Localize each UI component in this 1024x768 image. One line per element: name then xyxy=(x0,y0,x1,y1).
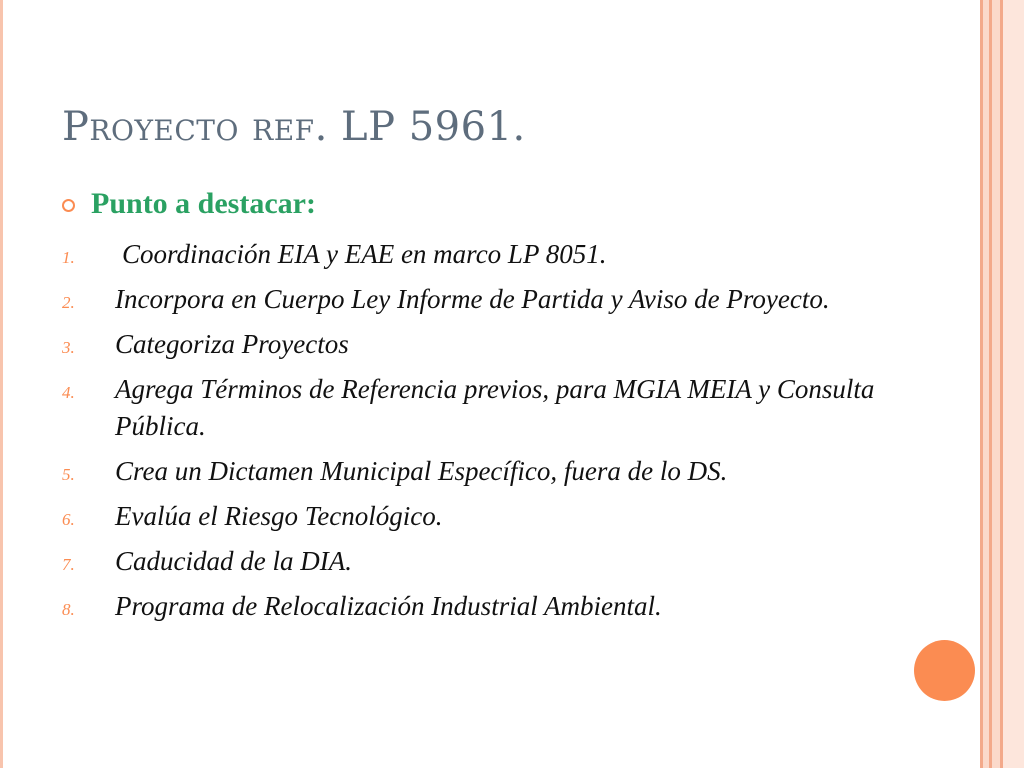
list-item xyxy=(62,281,882,318)
subheading-text: Punto a destacar: xyxy=(91,187,316,220)
list-item xyxy=(62,498,882,535)
list-item-text: Incorpora en Cuerpo Ley Informe de Partida y Aviso de Proyecto. xyxy=(115,284,830,314)
numbered-list xyxy=(62,236,882,633)
list-item-text: Caducidad de la DIA. xyxy=(115,546,352,576)
decorative-circle xyxy=(914,640,975,701)
bullet-ring-icon xyxy=(62,199,75,212)
list-item-number: 3. xyxy=(62,338,75,357)
list-item-text: Agrega Términos de Referencia previos, para MGIA MEIA y Consulta Pública. xyxy=(115,374,875,441)
list-item-text: Crea un Dictamen Municipal Específico, fuera de lo DS. xyxy=(115,456,728,486)
list-item-text: Coordinación EIA y EAE en marco LP 8051. xyxy=(122,239,607,269)
slide-title: Proyecto ref. LP 5961. xyxy=(62,104,526,150)
subheading xyxy=(62,187,316,221)
list-item xyxy=(62,326,882,363)
decorative-stripe xyxy=(1003,0,1024,768)
list-item-text: Programa de Relocalización Industrial Ambiental. xyxy=(115,591,662,621)
list-item-number: 7. xyxy=(62,555,75,574)
list-item xyxy=(62,236,882,273)
list-item-number: 1. xyxy=(62,248,75,267)
list-item-text: Evalúa el Riesgo Tecnológico. xyxy=(115,501,443,531)
list-item xyxy=(62,588,882,625)
list-item xyxy=(62,543,882,580)
left-border-line xyxy=(0,0,3,768)
list-item-number: 4. xyxy=(62,383,75,402)
list-item-number: 2. xyxy=(62,293,75,312)
list-item xyxy=(62,371,882,445)
list-item-text: Categoriza Proyectos xyxy=(115,329,349,359)
list-item-number: 6. xyxy=(62,510,75,529)
list-item-number: 8. xyxy=(62,600,75,619)
list-item-number: 5. xyxy=(62,465,75,484)
list-item xyxy=(62,453,882,490)
decorative-stripe xyxy=(992,0,1000,768)
